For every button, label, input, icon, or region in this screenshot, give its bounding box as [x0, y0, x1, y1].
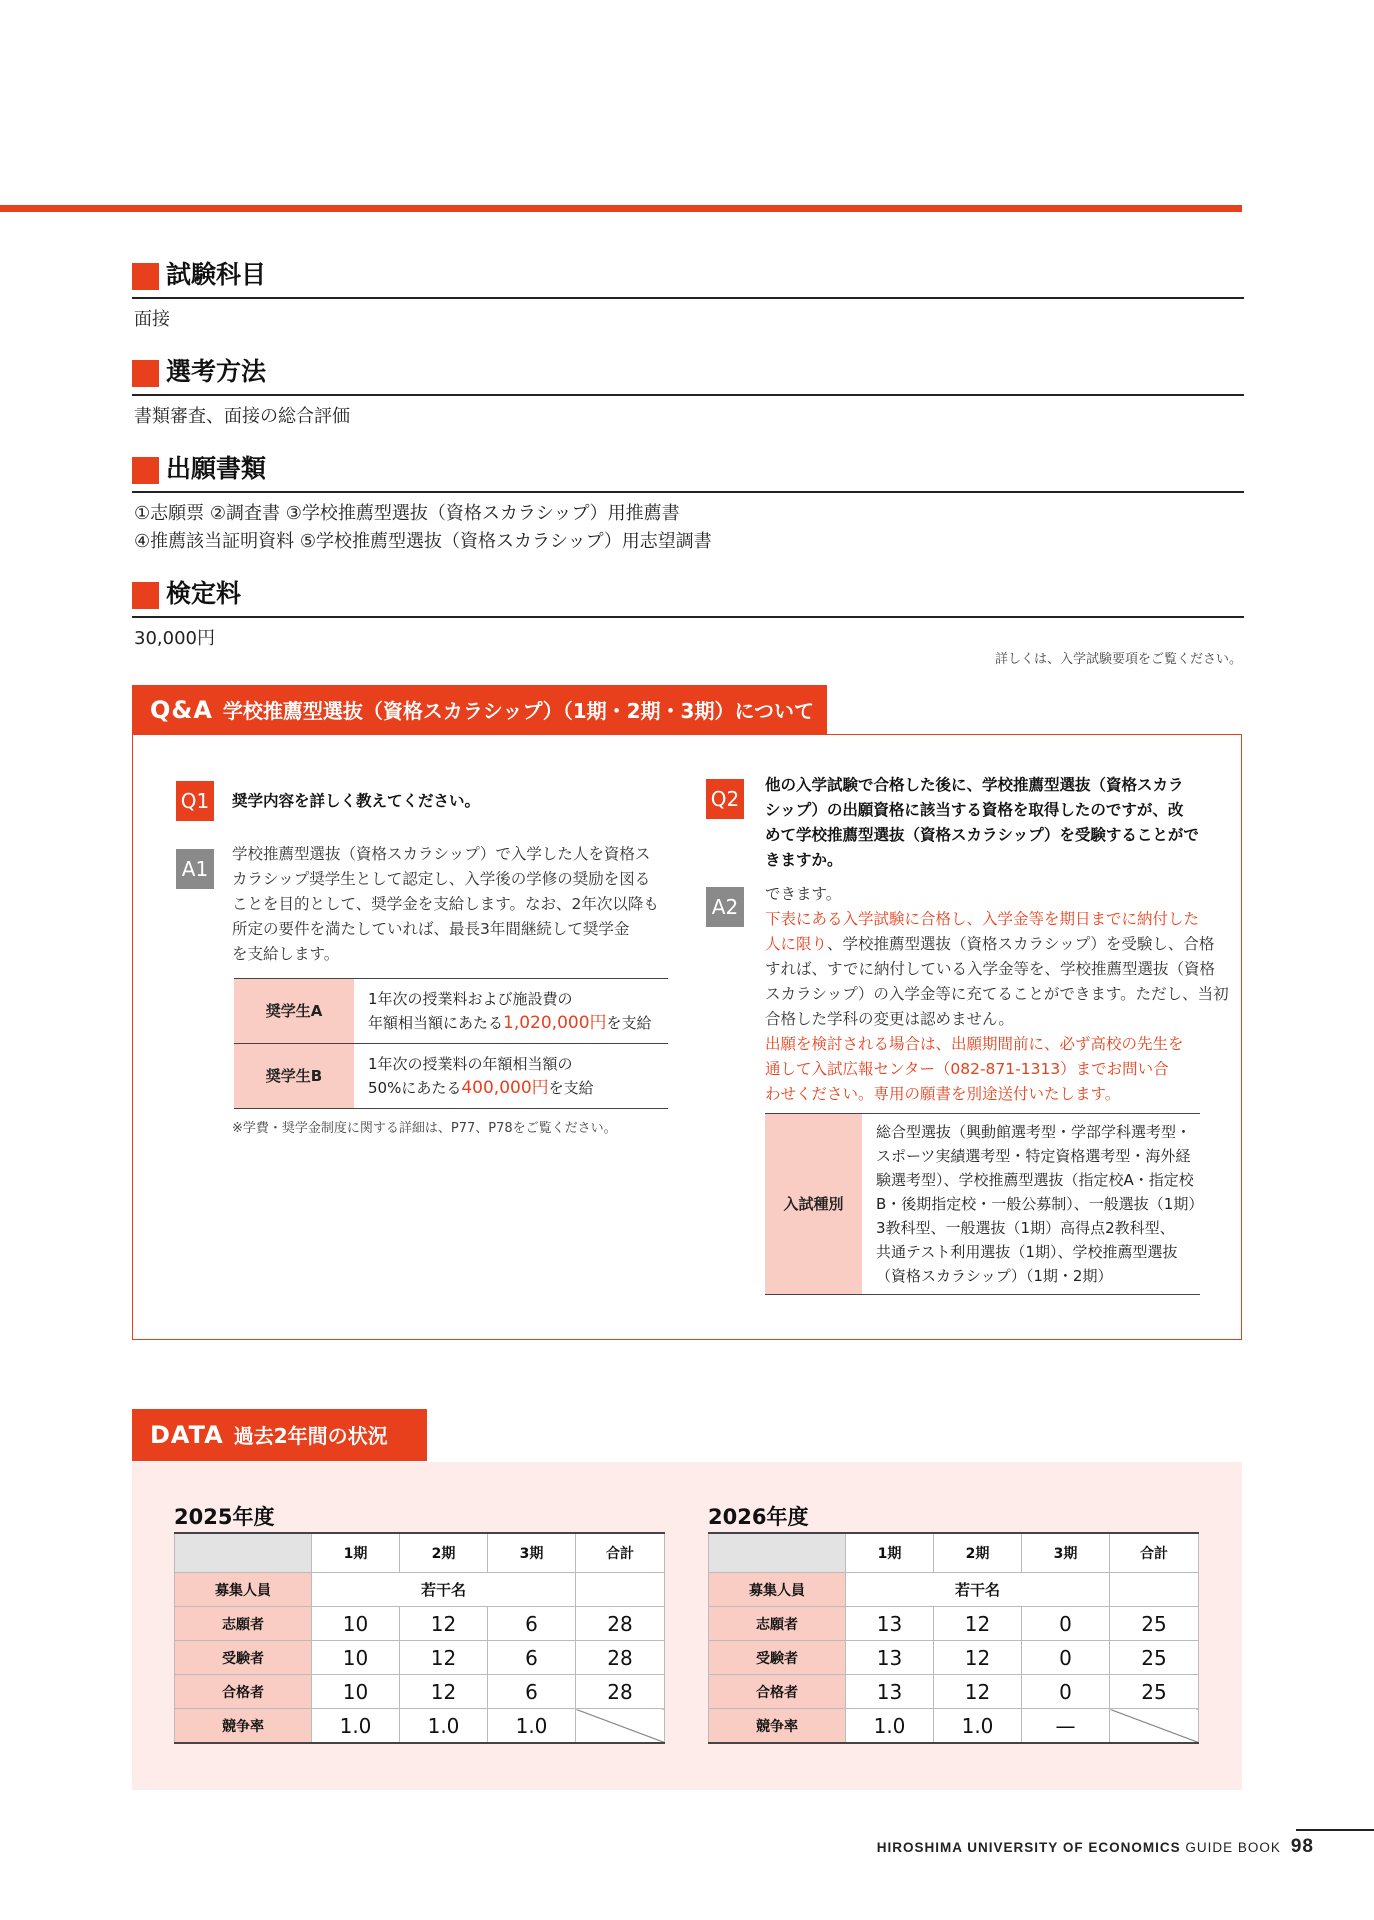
row-label-passers: 合格者	[709, 1675, 846, 1709]
cell: 0	[1022, 1675, 1110, 1709]
footer-university: HIROSHIMA UNIVERSITY OF ECONOMICS	[876, 1840, 1181, 1855]
heading-marker	[132, 360, 159, 387]
cell: 10	[312, 1641, 400, 1675]
footer	[877, 1836, 1314, 1858]
scholarship-note: ※学費・奨学金制度に関する詳細は、P77、P78をご覧ください。	[232, 1121, 617, 1136]
scholar-a-value	[354, 979, 668, 1044]
a2-line: 下表にある入学試験に合格し、入学金等を期日までに納付した	[765, 910, 1200, 928]
cell: 1.0	[400, 1709, 488, 1744]
exam-type-label: 入試種別	[765, 1114, 862, 1295]
data-tab-label	[132, 1409, 427, 1461]
capacity-total	[1110, 1573, 1199, 1607]
scholar-b-line1: 1年次の授業料の年額相当額の	[368, 1055, 573, 1073]
scholar-b-row	[234, 1044, 668, 1109]
header-corner	[709, 1533, 846, 1573]
a2-line: すれば、すでに納付している入学金等を、学校推薦型選抜（資格	[765, 960, 1215, 978]
exam-type-row	[765, 1114, 1200, 1295]
a1-badge: A1	[176, 849, 214, 889]
qa-tab-big: Q&A	[150, 696, 213, 724]
cell: 13	[846, 1641, 934, 1675]
top-accent-bar	[0, 205, 1242, 212]
cell: 12	[400, 1675, 488, 1709]
exam-type-value	[862, 1114, 1204, 1295]
cell: 6	[488, 1675, 576, 1709]
row-label-ratio: 競争率	[709, 1709, 846, 1744]
cell: 1.0	[312, 1709, 400, 1744]
row-label-passers: 合格者	[175, 1675, 312, 1709]
header-period-1: 1期	[846, 1533, 934, 1573]
row-label-capacity: 募集人員	[175, 1573, 312, 1607]
row-label-applicants: 志願者	[709, 1607, 846, 1641]
cell: 6	[488, 1607, 576, 1641]
q2-line: シップ）の出願資格に該当する資格を取得したのですが、改	[765, 801, 1184, 819]
a2-line: 出願を検討される場合は、出願期間前に、必ず高校の先生を	[765, 1035, 1184, 1053]
header-period-2: 2期	[400, 1533, 488, 1573]
row-label-capacity: 募集人員	[709, 1573, 846, 1607]
cell: 10	[312, 1675, 400, 1709]
a2-line: わせください。専用の願書を別途送付いたします。	[765, 1085, 1121, 1103]
scholar-a-row	[234, 979, 668, 1044]
section-documents-line2: ④推薦該当証明資料 ⑤学校推薦型選抜（資格スカラシップ）用志望調書	[134, 531, 712, 552]
exam-type-line: 験選考型）、学校推薦型選抜（指定校A・指定校	[876, 1171, 1194, 1189]
a2-line: できます。	[765, 885, 842, 903]
diagonal-cell	[576, 1709, 665, 1744]
section-subjects-body: 面接	[134, 309, 170, 330]
a1-line: カラシップ奨学生として認定し、入学後の学修の奨励を図る	[232, 870, 651, 888]
table-row	[709, 1709, 1199, 1744]
cell: —	[1022, 1709, 1110, 1744]
section-fee-heading	[132, 576, 1244, 618]
data-table-2026	[708, 1532, 1199, 1744]
section-method-heading	[132, 354, 1244, 396]
exam-type-line: B・後期指定校・一般公募制）、一般選抜（1期）	[876, 1195, 1204, 1213]
scholar-b-label: 奨学生B	[234, 1044, 354, 1109]
header-total: 合計	[576, 1533, 665, 1573]
header-total: 合計	[1110, 1533, 1199, 1573]
cell: 12	[934, 1607, 1022, 1641]
cell: 10	[312, 1607, 400, 1641]
a2-line: 人に限り、学校推薦型選抜（資格スカラシップ）を受験し、合格	[765, 935, 1215, 953]
cell: 28	[576, 1641, 665, 1675]
scholar-a-label: 奨学生A	[234, 979, 354, 1044]
exam-type-table	[765, 1113, 1204, 1295]
section-title: 検定料	[166, 579, 242, 608]
scholar-b-line2: 50%にあたる400,000円を支給	[368, 1078, 594, 1098]
q1-text: 奨学内容を詳しく教えてください。	[232, 792, 481, 810]
table-row	[175, 1573, 665, 1607]
cell: 28	[576, 1675, 665, 1709]
section-title: 出願書類	[166, 454, 267, 483]
a2-badge: A2	[706, 887, 744, 927]
a1-line: 学校推薦型選抜（資格スカラシップ）で入学した人を資格ス	[232, 845, 651, 863]
q2-badge: Q2	[706, 779, 744, 819]
scholar-a-line1: 1年次の授業料および施設費の	[368, 990, 573, 1008]
table-row	[709, 1607, 1199, 1641]
header-corner	[175, 1533, 312, 1573]
cell: 0	[1022, 1607, 1110, 1641]
page-number: 98	[1290, 1836, 1314, 1857]
capacity-value: 若干名	[312, 1573, 576, 1607]
section-documents-heading	[132, 451, 1244, 493]
data-table-2025	[174, 1532, 665, 1744]
q2-text	[765, 773, 1199, 873]
table-header-row	[709, 1533, 1199, 1573]
heading-marker	[132, 582, 159, 609]
section-title: 選考方法	[166, 357, 267, 386]
exam-type-line: （資格スカラシップ）（1期・2期）	[876, 1267, 1113, 1285]
a1-line: を支給します。	[232, 945, 340, 963]
a2-text	[765, 882, 1229, 1107]
year-2025-title: 2025年度	[174, 1505, 275, 1529]
table-row	[709, 1573, 1199, 1607]
diagonal-cell	[1110, 1709, 1199, 1744]
row-label-ratio: 競争率	[175, 1709, 312, 1744]
heading-marker	[132, 263, 159, 290]
exam-type-line: 総合型選抜（興動館選考型・学部学科選考型・	[876, 1123, 1192, 1141]
q2-line: めて学校推薦型選抜（資格スカラシップ）を受験することがで	[765, 826, 1199, 844]
cell: 13	[846, 1607, 934, 1641]
header-period-2: 2期	[934, 1533, 1022, 1573]
table-row	[709, 1641, 1199, 1675]
q2-line: きますか。	[765, 851, 843, 869]
cell: 12	[934, 1641, 1022, 1675]
table-row	[175, 1675, 665, 1709]
data-tab-big: DATA	[150, 1421, 224, 1449]
capacity-value: 若干名	[846, 1573, 1110, 1607]
exam-type-line: スポーツ実績選考型・特定資格選考型・海外経	[876, 1147, 1191, 1165]
scholar-b-amount: 400,000円	[461, 1078, 549, 1098]
a1-line: 所定の要件を満たしていれば、最長3年間継続して奨学金	[232, 920, 630, 938]
a1-text	[232, 842, 659, 967]
cell: 28	[576, 1607, 665, 1641]
cell: 1.0	[488, 1709, 576, 1744]
heading-marker	[132, 457, 159, 484]
scholar-b-value	[354, 1044, 668, 1109]
section-fee-body: 30,000円	[134, 628, 215, 649]
details-note: 詳しくは、入学試験要項をご覧ください。	[994, 652, 1242, 667]
row-label-applicants: 志願者	[175, 1607, 312, 1641]
cell: 6	[488, 1641, 576, 1675]
cell: 1.0	[846, 1709, 934, 1744]
capacity-total	[576, 1573, 665, 1607]
cell: 12	[400, 1641, 488, 1675]
section-title: 試験科目	[166, 260, 267, 289]
footer-guidebook: GUIDE BOOK	[1185, 1840, 1281, 1855]
scholarship-table	[234, 978, 668, 1109]
section-documents-line1: ①志願票 ②調査書 ③学校推薦型選抜（資格スカラシップ）用推薦書	[134, 503, 680, 524]
section-method-body: 書類審査、面接の総合評価	[134, 406, 350, 427]
table-row	[709, 1675, 1199, 1709]
row-label-examinees: 受験者	[175, 1641, 312, 1675]
a2-line: 通して入試広報センター（082-871-1313）までお問い合	[765, 1060, 1169, 1078]
cell: 12	[934, 1675, 1022, 1709]
cell: 12	[400, 1607, 488, 1641]
header-period-1: 1期	[312, 1533, 400, 1573]
exam-type-line: 共通テスト利用選抜（1期）、学校推薦型選抜	[876, 1243, 1178, 1261]
section-subjects-heading	[132, 257, 1244, 299]
q2-line: 他の入学試験で合格した後に、学校推薦型選抜（資格スカラ	[765, 776, 1184, 794]
qa-tab-title: 学校推薦型選抜（資格スカラシップ）（1期・2期・3期）について	[222, 699, 815, 723]
scholar-a-amount: 1,020,000円	[503, 1013, 607, 1033]
scholar-a-line2: 年額相当額にあたる1,020,000円を支給	[368, 1013, 652, 1033]
a1-line: ことを目的として、奨学金を支給します。なお、2年次以降も	[232, 895, 659, 913]
table-row	[175, 1641, 665, 1675]
cell: 0	[1022, 1641, 1110, 1675]
a2-line: スカラシップ）の入学金等に充てることができます。ただし、当初	[765, 985, 1229, 1003]
header-period-3: 3期	[1022, 1533, 1110, 1573]
q1-badge: Q1	[176, 781, 214, 821]
header-period-3: 3期	[488, 1533, 576, 1573]
footer-line	[1296, 1829, 1374, 1831]
cell: 1.0	[934, 1709, 1022, 1744]
exam-type-line: 3教科型、一般選抜（1期）高得点2教科型、	[876, 1219, 1175, 1237]
table-row	[175, 1607, 665, 1641]
qa-tab-label	[132, 685, 827, 735]
cell: 13	[846, 1675, 934, 1709]
table-header-row	[175, 1533, 665, 1573]
cell: 25	[1110, 1675, 1199, 1709]
row-label-examinees: 受験者	[709, 1641, 846, 1675]
data-tab-title: 過去2年間の状況	[233, 1424, 388, 1448]
year-2026-title: 2026年度	[708, 1505, 809, 1529]
a2-line: 合格した学科の変更は認めません。	[765, 1010, 1014, 1028]
table-row	[175, 1709, 665, 1744]
cell: 25	[1110, 1607, 1199, 1641]
cell: 25	[1110, 1641, 1199, 1675]
